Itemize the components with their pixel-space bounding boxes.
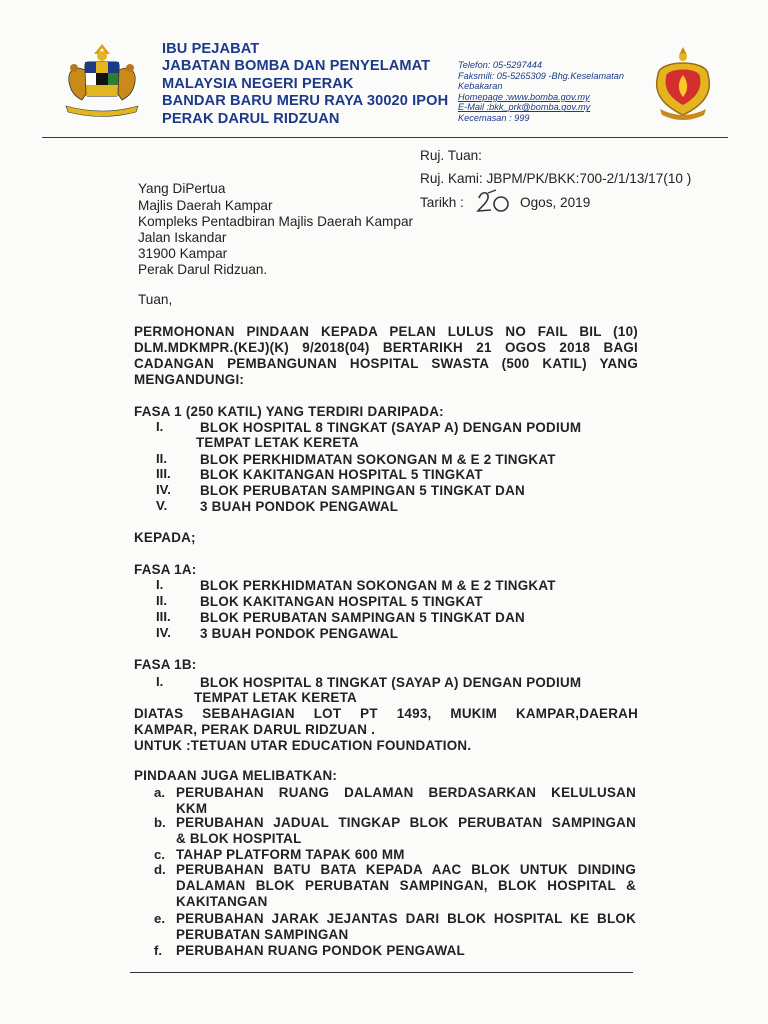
- salutation: Tuan,: [138, 292, 173, 307]
- pindaan-item: TAHAP PLATFORM TAPAK 600 MM: [176, 847, 405, 862]
- pindaan-item: PERUBAHAN BATU BATA KEPADA AAC BLOK UNTUK DINDING: [176, 862, 636, 877]
- contact-fax: Faksmili: 05-5265309 -Bhg.Keselamatan: [458, 70, 624, 81]
- tarikh-label: Tarikh :: [420, 195, 464, 210]
- pindaan-item-cont: DALAMAN BLOK PERUBATAN SAMPINGAN, BLOK HOSPITAL &: [176, 878, 636, 893]
- fasa1a-heading: FASA 1A:: [134, 562, 197, 577]
- pindaan-heading: PINDAAN JUGA MELIBATKAN:: [134, 768, 338, 783]
- fasa1a-item: BLOK KAKITANGAN HOSPITAL 5 TINGKAT: [200, 594, 483, 609]
- subject-line: MENGANDUNGI:: [134, 372, 245, 387]
- fasa1a-item-num: IV.: [156, 625, 171, 640]
- fasa1b-item-num: I.: [156, 674, 164, 689]
- fasa1b-untuk: UNTUK :TETUAN UTAR EDUCATION FOUNDATION.: [134, 738, 472, 753]
- subject-line: CADANGAN PEMBANGUNAN HOSPITAL SWASTA (500 KATIL) YANG: [134, 356, 638, 371]
- fasa1b-location: KAMPAR, PERAK DARUL RIDZUAN .: [134, 722, 376, 737]
- fasa1-item-num: II.: [156, 451, 167, 466]
- fasa1-item-num: III.: [156, 466, 171, 481]
- pindaan-item-cont: & BLOK HOSPITAL: [176, 831, 302, 846]
- letterhead-divider: [42, 137, 728, 138]
- handwritten-day: [475, 189, 521, 215]
- pindaan-item-num: a.: [154, 785, 165, 800]
- fasa1-item: BLOK PERUBATAN SAMPINGAN 5 TINGKAT DAN: [200, 483, 525, 498]
- fasa1a-item: BLOK PERKHIDMATAN SOKONGAN M & E 2 TINGKAT: [200, 578, 556, 593]
- pindaan-item-num: d.: [154, 862, 166, 877]
- letterhead-organisation: [162, 41, 448, 128]
- contact-homepage[interactable]: Homepage :www.bomba.gov.my: [458, 91, 590, 102]
- bomba-badge-icon: [648, 45, 718, 123]
- contact-email[interactable]: E-Mail :bkk_prk@bomba.gov.my: [458, 102, 591, 113]
- fasa1a-item-num: I.: [156, 577, 164, 592]
- kepada: KEPADA;: [134, 530, 196, 545]
- tarikh-date: Ogos, 2019: [520, 195, 591, 210]
- fasa1a-item: BLOK PERUBATAN SAMPINGAN 5 TINGKAT DAN: [200, 610, 525, 625]
- recipient-line: Kompleks Pentadbiran Majlis Daerah Kampar: [138, 214, 414, 229]
- ruj-kami: Ruj. Kami: JBPM/PK/BKK:700-2/1/13/17(10 ): [420, 171, 692, 186]
- fasa1b-item: BLOK HOSPITAL 8 TINGKAT (SAYAP A) DENGAN PODIUM: [200, 675, 582, 690]
- subject-line: DLM.MDKMPR.(KEJ)(K) 9/2018(04) BERTARIKH 21 OGOS 2018 BAGI: [134, 340, 638, 355]
- pindaan-item-cont: PERUBATAN SAMPINGAN: [176, 927, 349, 942]
- footer-divider: [130, 972, 633, 973]
- org-line: MALAYSIA NEGERI PERAK: [162, 75, 354, 92]
- org-line: PERAK DARUL RIDZUAN: [162, 110, 340, 127]
- fasa1b-location: DIATAS SEBAHAGIAN LOT PT 1493, MUKIM KAMPAR,DAERAH: [134, 706, 638, 721]
- pindaan-item-num: f.: [154, 943, 163, 958]
- ruj-tuan: Ruj. Tuan:: [420, 148, 482, 163]
- pindaan-item: PERUBAHAN JARAK JEJANTAS DARI BLOK HOSPITAL KE BLOK: [176, 911, 636, 926]
- recipient-line: Perak Darul Ridzuan.: [138, 262, 268, 277]
- fasa1-item-num: IV.: [156, 482, 171, 497]
- letterhead-contact: [458, 60, 624, 124]
- org-line: JABATAN BOMBA DAN PENYELAMAT: [162, 58, 431, 75]
- fasa1b-item-cont: TEMPAT LETAK KERETA: [194, 690, 357, 705]
- fasa1a-item: 3 BUAH PONDOK PENGAWAL: [200, 626, 399, 641]
- recipient-line: Yang DiPertua: [138, 181, 226, 196]
- contact-fax-cont: Kebakaran: [458, 81, 503, 92]
- recipient-line: 31900 Kampar: [138, 246, 228, 261]
- fasa1-item: BLOK HOSPITAL 8 TINGKAT (SAYAP A) DENGAN PODIUM: [200, 420, 582, 435]
- org-line: IBU PEJABAT: [162, 41, 260, 57]
- recipient-line: Jalan Iskandar: [138, 230, 227, 245]
- fasa1-item: BLOK PERKHIDMATAN SOKONGAN M & E 2 TINGKAT: [200, 452, 556, 467]
- fasa1a-item-num: III.: [156, 609, 171, 624]
- pindaan-item-num: b.: [154, 815, 166, 830]
- pindaan-item-cont: KAKITANGAN: [176, 894, 268, 909]
- contact-phone: Telefon: 05-5297444: [458, 60, 542, 70]
- fasa1-item: BLOK KAKITANGAN HOSPITAL 5 TINGKAT: [200, 467, 483, 482]
- contact-emergency: Kecemasan : 999: [458, 112, 530, 123]
- pindaan-item: PERUBAHAN JADUAL TINGKAP BLOK PERUBATAN SAMPINGAN: [176, 815, 636, 830]
- fasa1-item-num: V.: [156, 498, 168, 513]
- pindaan-item-cont: KKM: [176, 801, 208, 816]
- fasa1b-heading: FASA 1B:: [134, 657, 197, 672]
- fasa1a-item-num: II.: [156, 593, 167, 608]
- fasa1-item-cont: TEMPAT LETAK KERETA: [196, 435, 359, 450]
- fasa1-item-num: I.: [156, 419, 164, 434]
- pindaan-item: PERUBAHAN RUANG PONDOK PENGAWAL: [176, 943, 465, 958]
- fasa1-heading: FASA 1 (250 KATIL) YANG TERDIRI DARIPADA:: [134, 404, 444, 419]
- pindaan-item-num: e.: [154, 911, 165, 926]
- pindaan-item-num: c.: [154, 847, 165, 862]
- recipient-line: Majlis Daerah Kampar: [138, 198, 273, 213]
- pindaan-item: PERUBAHAN RUANG DALAMAN BERDASARKAN KELULUSAN: [176, 785, 636, 800]
- org-line: BANDAR BARU MERU RAYA 30020 IPOH: [162, 93, 449, 110]
- malaysia-coat-of-arms-icon: [52, 42, 152, 120]
- fasa1-item: 3 BUAH PONDOK PENGAWAL: [200, 499, 399, 514]
- subject-line: PERMOHONAN PINDAAN KEPADA PELAN LULUS NO FAIL BIL (10): [134, 324, 638, 339]
